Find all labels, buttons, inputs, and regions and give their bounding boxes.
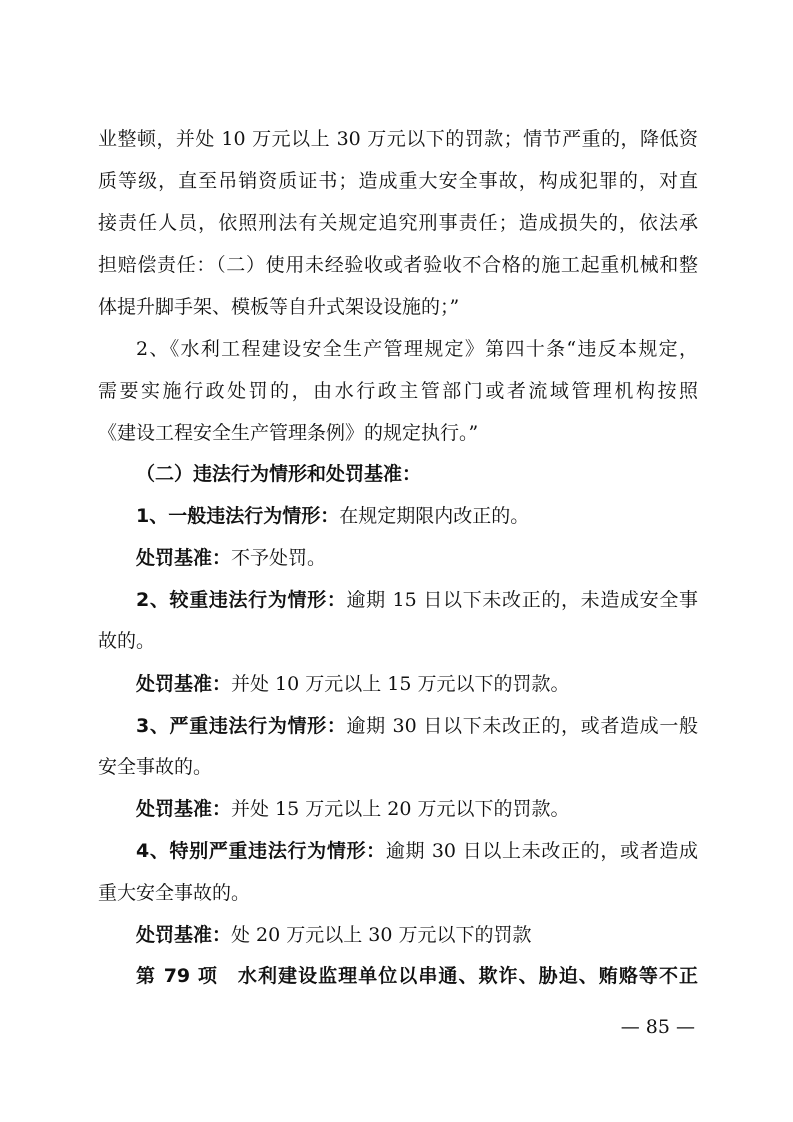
item-4-label: 4、特别严重违法行为情形： [136,840,386,862]
item-2-label: 2、较重违法行为情形： [136,589,347,611]
item-2-line [136,588,698,612]
item-2-text: 逾期 15 日以下未改正的，未造成安全事 [346,589,698,611]
penalty-4-label: 处罚基准： [136,924,232,946]
next-item-heading: 第 79 项 水利建设监理单位以串通、欺诈、胁迫、贿赂等不正 [136,965,698,987]
paragraph-1-line-5: 体提升脚手架、模板等自升式架设设施的；” [98,296,460,318]
item-3-continuation: 安全事故的。 [98,756,213,778]
penalty-1-line [136,546,698,570]
section-heading: （二）违法行为情形和处罚基准： [136,463,422,485]
paragraph-2-line-3: 《建设工程安全生产管理条例》的规定执行。” [98,422,479,444]
item-3-text: 逾期 30 日以下未改正的，或者造成一般 [346,715,698,737]
paragraph-1-line-3: 接责任人员，依照刑法有关规定追究刑事责任；造成损失的，依法承 [98,212,698,234]
paragraph-1-line-1: 业整顿，并处 10 万元以上 30 万元以下的罚款；情节严重的，降低资 [98,128,698,150]
penalty-4-line [136,923,698,947]
penalty-3-line [136,797,698,821]
paragraph-2-line-1: 2、《水利工程建设安全生产管理规定》第四十条“违反本规定， [136,338,698,360]
penalty-3-text: 并处 15 万元以上 20 万元以下的罚款。 [231,798,570,820]
item-2-continuation: 故的。 [98,630,156,652]
item-4-text: 逾期 30 日以上未改正的，或者造成 [385,840,698,862]
penalty-3-label: 处罚基准： [136,798,232,820]
item-4-line [136,839,698,863]
item-1-label: 1、一般违法行为情形： [136,505,340,527]
item-3-label: 3、严重违法行为情形： [136,715,347,737]
item-3-line [136,714,698,738]
penalty-1-text: 不予处罚。 [231,547,327,569]
item-1-line [136,504,698,528]
penalty-2-label: 处罚基准： [136,673,232,695]
penalty-1-label: 处罚基准： [136,547,232,569]
page-number: — 85 — [620,1016,695,1038]
penalty-2-text: 并处 10 万元以上 15 万元以下的罚款。 [231,673,570,695]
paragraph-1-line-2: 质等级，直至吊销资质证书；造成重大安全事故，构成犯罪的，对直 [98,170,698,192]
paragraph-1-line-4: 担赔偿责任：（二）使用未经验收或者验收不合格的施工起重机械和整 [98,254,698,276]
item-4-continuation: 重大安全事故的。 [98,882,251,904]
item-1-text: 在规定期限内改正的。 [339,505,530,527]
penalty-2-line [136,672,698,696]
paragraph-2-line-2: 需要实施行政处罚的，由水行政主管部门或者流域管理机构按照 [98,380,698,402]
penalty-4-text: 处 20 万元以上 30 万元以下的罚款 [231,924,532,946]
